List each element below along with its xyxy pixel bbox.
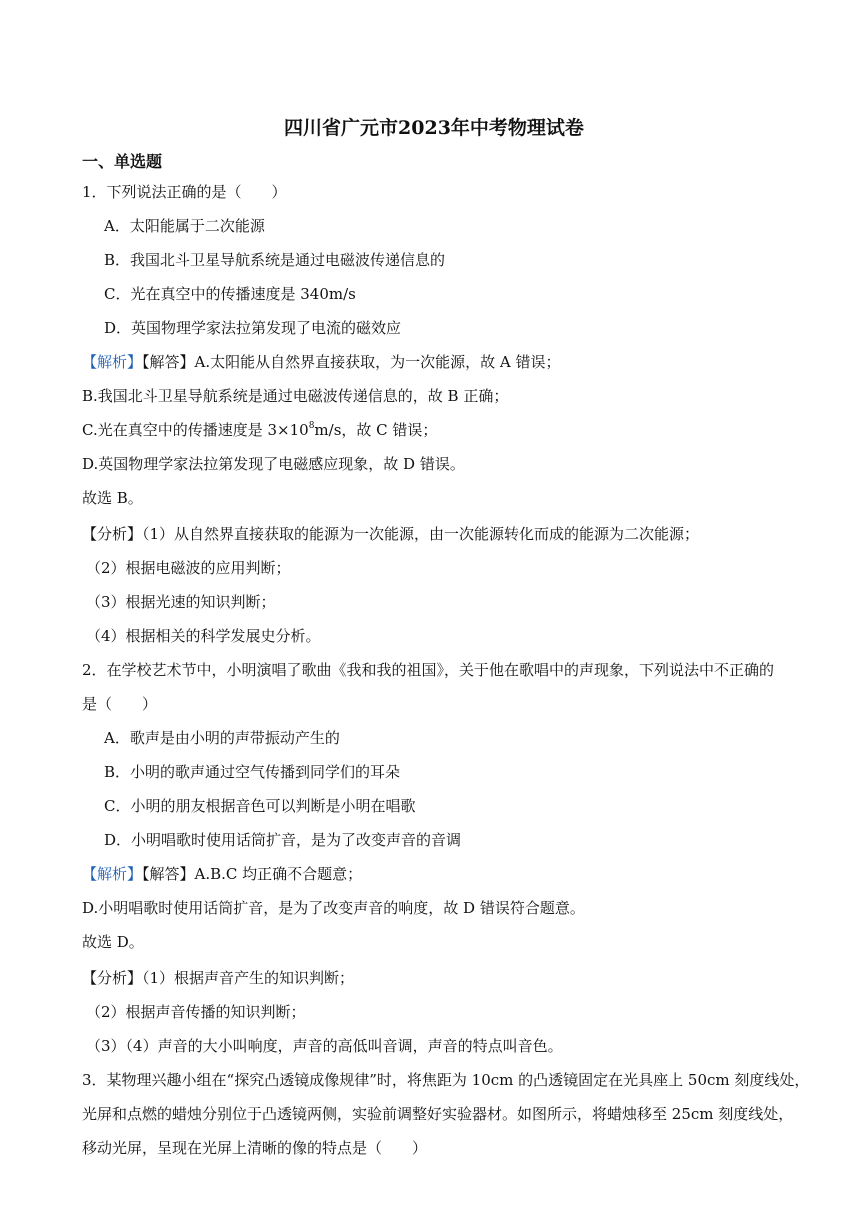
q2-option-b: B．小明的歌声通过空气传播到同学们的耳朵	[104, 763, 401, 781]
q1-line: B.我国北斗卫星导航系统是通过电磁波传递信息的，故 B 正确；	[82, 387, 509, 405]
q1-option-b: B．我国北斗卫星导航系统是通过电磁波传递信息的	[104, 251, 446, 269]
q1-answer: 故选 B。	[82, 489, 143, 507]
q2-stem: 2．在学校艺术节中，小明演唱了歌曲《我和我的祖国》，关于他在歌唱中的声现象，下列说法中不正确的	[82, 661, 775, 679]
analysis-text: 【解答】A.太阳能从自然界直接获取，为一次能源，故 A 错误；	[142, 353, 561, 371]
q1-line	[82, 420, 437, 440]
q1-option-d: D．英国物理学家法拉第发现了电流的磁效应	[104, 319, 402, 337]
q3-stem-cont: 移动光屏，呈现在光屏上清晰的像的特点是（ ）	[82, 1139, 428, 1157]
q1-line: D.英国物理学家法拉第发现了电磁感应现象，故 D 错误。	[82, 455, 465, 473]
section-heading: 一、单选题	[82, 152, 163, 171]
q2-line: D.小明唱歌时使用话筒扩音，是为了改变声音的响度，故 D 错误符合题意。	[82, 899, 585, 917]
analysis-tag: 【解析】	[82, 353, 143, 371]
q2-option-a: A．歌声是由小明的声带振动产生的	[104, 729, 340, 747]
q2-analysis-point: （3）（4）声音的大小叫响度，声音的高低叫音调，声音的特点叫音色。	[86, 1037, 563, 1055]
q2-analysis-line	[82, 864, 362, 884]
q1-option-a: A．太阳能属于二次能源	[104, 217, 265, 235]
q2-option-d: D．小明唱歌时使用话筒扩音，是为了改变声音的音调	[104, 831, 462, 849]
q1-analysis-line	[82, 352, 561, 372]
q1-line-part: m/s，故 C 错误；	[314, 421, 438, 439]
q3-stem: 3．某物理兴趣小组在“探究凸透镜成像规律”时，将焦距为 10cm 的凸透镜固定在光具座上 50cm 刻度线处，	[82, 1071, 810, 1089]
q1-option-c: C．光在真空中的传播速度是 340m/s	[104, 285, 356, 303]
q1-line-part: C.光在真空中的传播速度是 3×10	[82, 421, 309, 439]
q3-stem-cont: 光屏和点燃的蜡烛分别位于凸透镜两侧，实验前调整好实验器材。如图所示，将蜡烛移至 25cm 刻度线处，	[82, 1105, 794, 1123]
q1-analysis-point: （2）根据电磁波的应用判断；	[86, 559, 291, 577]
q1-analysis-point: （3）根据光速的知识判断；	[86, 593, 276, 611]
page-title: 四川省广元市2023年中考物理试卷	[284, 117, 584, 139]
q1-exponent: 8	[308, 421, 315, 431]
q2-analysis-summary: 【分析】（1）根据声音产生的知识判断；	[82, 969, 355, 987]
analysis-tag: 【解析】	[82, 865, 143, 883]
q2-analysis-point: （2）根据声音传播的知识判断；	[86, 1003, 306, 1021]
q1-analysis-point: （4）根据相关的科学发展史分析。	[86, 627, 321, 645]
q2-stem-cont: 是（ ）	[82, 695, 158, 713]
q2-option-c: C．小明的朋友根据音色可以判断是小明在唱歌	[104, 797, 416, 815]
q2-answer: 故选 D。	[82, 933, 144, 951]
q1-analysis-summary: 【分析】（1）从自然界直接获取的能源为一次能源，由一次能源转化而成的能源为二次能源；	[82, 525, 700, 543]
analysis-text: 【解答】A.B.C 均正确不合题意；	[142, 865, 363, 883]
q1-stem: 1．下列说法正确的是（ ）	[82, 183, 287, 201]
